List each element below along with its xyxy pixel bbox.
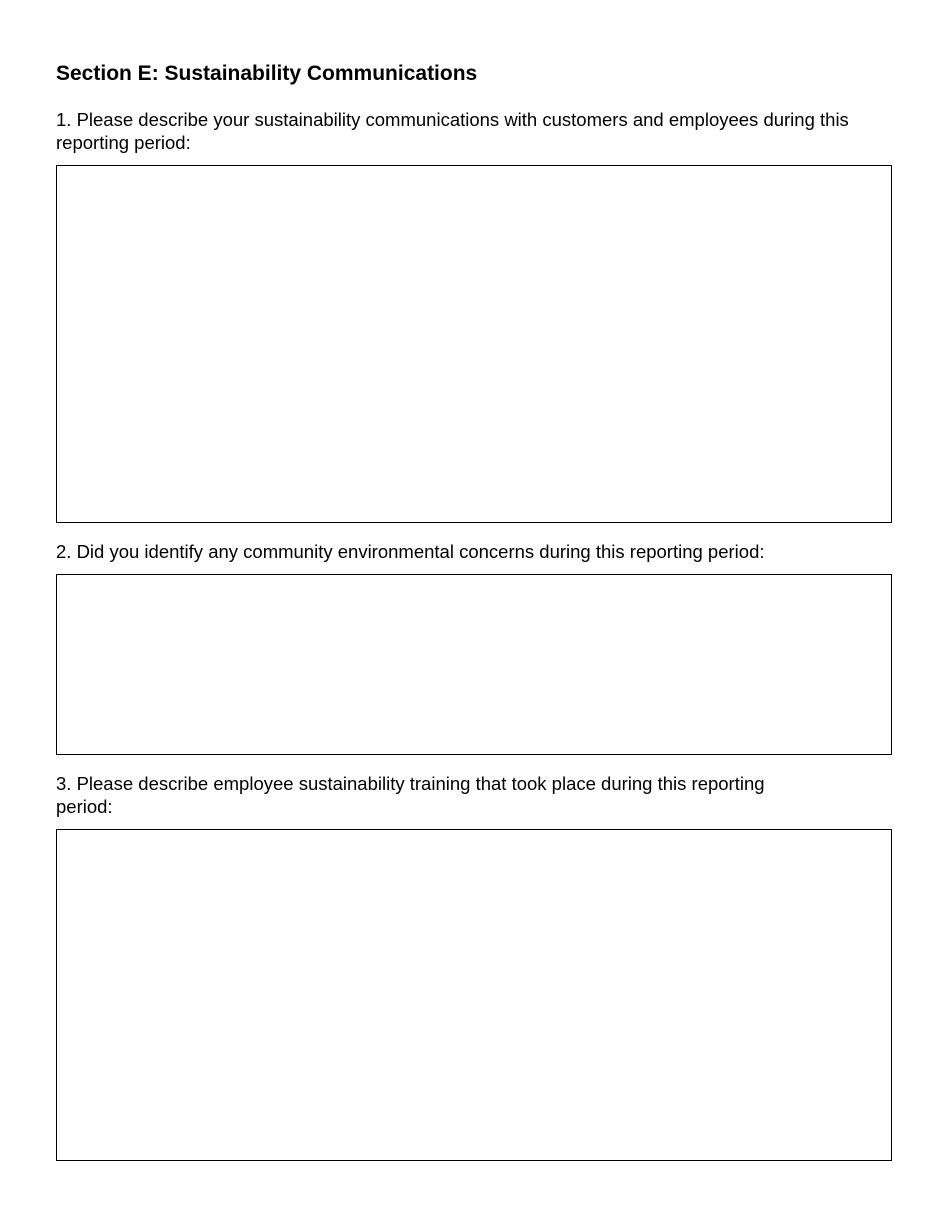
question-2-label: 2. Did you identify any community environmental concerns during this reporting period:: [56, 541, 765, 562]
question-2-answer-field[interactable]: [56, 574, 892, 755]
question-3-answer-field[interactable]: [56, 829, 892, 1161]
section-title: Section E: Sustainability Communications: [56, 62, 478, 85]
question-1-answer-field[interactable]: [56, 165, 892, 523]
question-1-label: 1. Please describe your sustainability communications with customers and employees during this reporting period:: [56, 109, 849, 153]
question-3-label: 3. Please describe employee sustainability training that took place during this reporting period:: [56, 773, 765, 817]
